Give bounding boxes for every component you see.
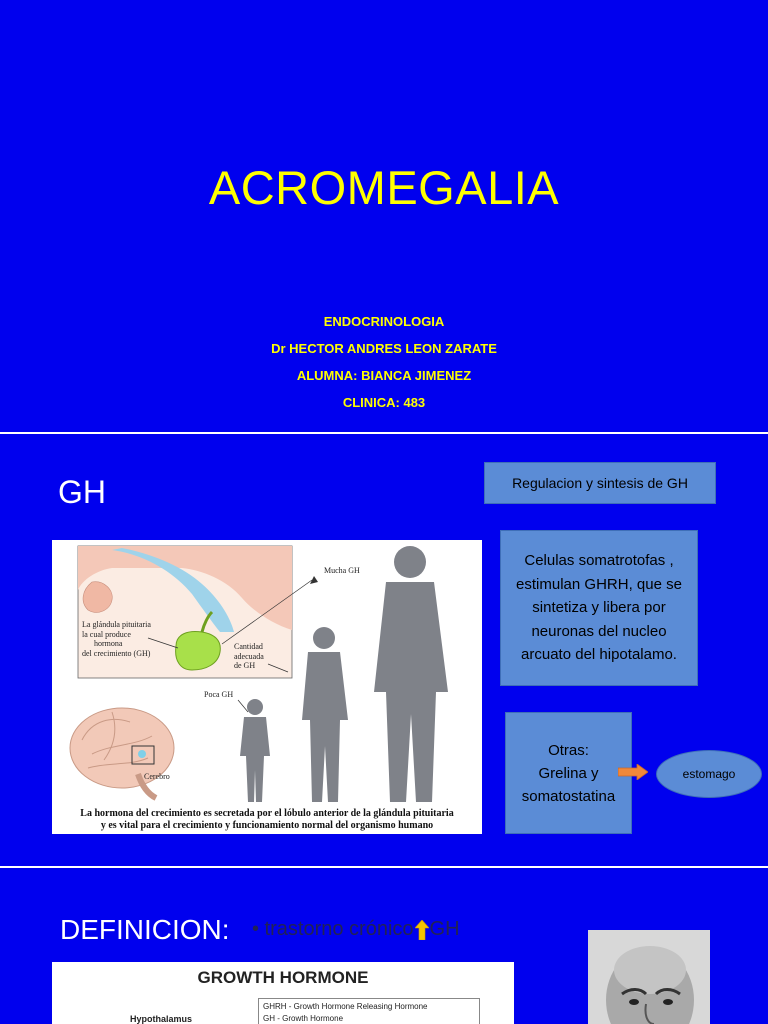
- estomago-text: estomago: [682, 767, 736, 781]
- label-cantidad: [234, 642, 264, 671]
- label-pituitaria: [82, 620, 151, 658]
- up-arrow-icon: [415, 920, 429, 940]
- otras-line-1: Otras:: [548, 741, 589, 759]
- celulas-box: [500, 530, 698, 686]
- slide-title-heading: ACROMEGALIA: [208, 161, 560, 214]
- silhouette-medium: [302, 627, 348, 802]
- subtitle-line-student: ALUMNA: BIANCA JIMENEZ: [296, 368, 472, 383]
- gh-illustration: [52, 540, 482, 834]
- silhouette-large: [374, 546, 448, 802]
- figure-caption-line-1: La hormona del crecimiento es secretada por el lóbulo anterior de la glándula pituitaria: [80, 808, 454, 819]
- right-arrow-icon: [618, 764, 648, 780]
- otras-line-3: somatostatina: [521, 787, 616, 805]
- subtitle-line-doctor: Dr HECTOR ANDRES LEON ZARATE: [271, 341, 497, 356]
- otras-box: [505, 712, 632, 834]
- otras-line-2: Grelina y: [538, 764, 599, 782]
- regulacion-text: Regulacion y sintesis de GH: [512, 475, 688, 491]
- definicion-bullet-gh: GH: [429, 918, 460, 940]
- slide-gh: [0, 434, 768, 866]
- silhouette-small: [240, 699, 270, 802]
- estomago-ellipse: [656, 750, 762, 798]
- label-pituitaria-line-1: La glándula pituitaria: [82, 620, 151, 629]
- slide-title: [0, 0, 768, 432]
- patient-photo-drawing: [588, 930, 710, 1024]
- label-mucha-gh: Mucha GH: [324, 566, 360, 575]
- legend-ghrh: GHRH - Growth Hormone Releasing Hormone: [263, 1002, 428, 1011]
- label-cantidad-line-2: adecuada: [234, 651, 264, 661]
- definicion-bullet: [252, 918, 460, 941]
- subtitle-line-course: ENDOCRINOLOGIA: [323, 314, 445, 329]
- label-pituitaria-line-2: la cual produce: [82, 629, 131, 639]
- label-poca-gh: Poca GH: [204, 690, 234, 699]
- label-pituitaria-line-3: hormona: [94, 639, 123, 648]
- slide-subtitle-block: [0, 308, 768, 416]
- patient-photo: [588, 930, 710, 1024]
- hypothalamus-label: Hypothalamus: [130, 1014, 193, 1024]
- legend-box: [258, 998, 480, 1024]
- regulacion-box: [484, 462, 716, 504]
- growth-hormone-diagram: [52, 962, 514, 1024]
- gh-heading: GH: [58, 474, 106, 510]
- legend-gh: GH - Growth Hormone: [263, 1014, 344, 1023]
- slide-definicion: [0, 868, 768, 1024]
- celulas-text: Celulas somatrotofas , estimulan GHRH, que se sintetiza y libera por neuronas del nucleo arcuato del hipotalamo.: [516, 552, 682, 664]
- definicion-heading: DEFINICION:: [60, 914, 230, 945]
- growth-hormone-title: GROWTH HORMONE: [197, 968, 369, 987]
- figure-caption: [52, 808, 482, 832]
- label-cantidad-line-1: Cantidad: [234, 642, 263, 651]
- subtitle-line-clinic: CLINICA: 483: [342, 395, 426, 410]
- gh-illustration-drawing: [52, 540, 482, 834]
- label-cerebro: Cerebro: [144, 772, 170, 781]
- label-cantidad-line-3: de GH: [234, 661, 256, 670]
- definicion-bullet-text: • trastorno crónico: [252, 918, 414, 940]
- figure-caption-line-2: y es vital para el crecimiento y funcionamiento normal del organismo humano: [100, 820, 434, 831]
- label-pituitaria-line-4: del crecimiento (GH): [82, 648, 151, 658]
